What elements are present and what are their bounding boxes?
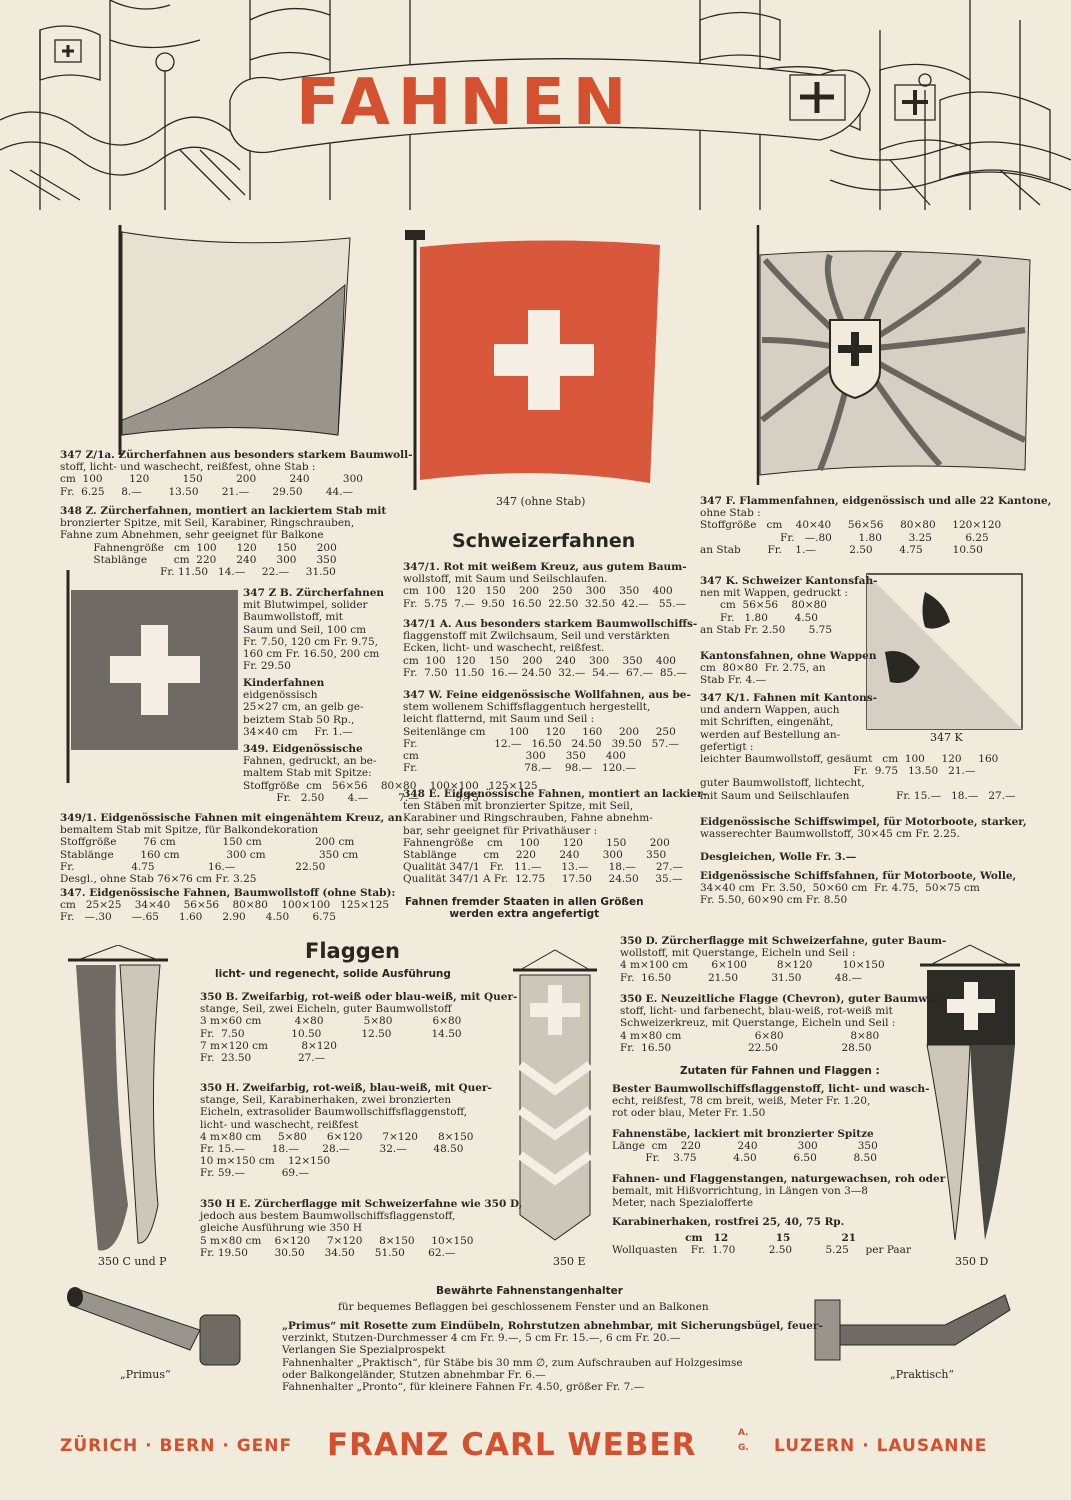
text-line: Ecken, licht- und waschecht, reißfest. bbox=[403, 642, 605, 655]
text-line: 347 Z/1a. Zürcherfahnen aus besonders starkem Baumwoll- bbox=[60, 449, 413, 461]
text-line: Stablänge 160 cm 300 cm 350 cm bbox=[60, 848, 359, 861]
text-line: 350 D. Zürcherflagge mit Schweizerfahne, guter Baum- bbox=[620, 935, 947, 947]
text-line: 7 m×120 cm 8×120 bbox=[200, 1039, 337, 1052]
text-line: 160 cm Fr. 16.50, 200 cm bbox=[243, 648, 380, 661]
text-line: Fr. 4.75 16.— 22.50 bbox=[60, 860, 326, 873]
text-line: Eidgenössische Schiffsfahnen, für Motorboote, Wolle, bbox=[700, 870, 1017, 882]
text-line: Fr. —.80 1.80 3.25 6.25 bbox=[700, 531, 989, 544]
text-line: 347 F. Flammenfahnen, eidgenössisch und alle 22 Kantone, bbox=[700, 495, 1052, 507]
text-line: 347/1. Rot mit weißem Kreuz, aus gutem Baum- bbox=[403, 561, 687, 573]
text-line: Fr. 59.— 69.— bbox=[200, 1167, 309, 1180]
text-line: Qualität 347/1 Fr. 11.— 13.— 18.— 27.— bbox=[403, 861, 684, 874]
text-line: ohne Stab : bbox=[700, 507, 761, 520]
text-line: leicht flatternd, mit Saum und Seil : bbox=[403, 713, 595, 726]
text-line: cm 100 120 150 200 240 300 350 400 bbox=[403, 654, 676, 667]
section-title-flaggen: Flaggen bbox=[305, 939, 400, 963]
text-347zb bbox=[243, 587, 384, 672]
text-halter bbox=[282, 1320, 823, 1393]
text-line: 349/1. Eidgenössische Fahnen mit eingenähtem Kreuz, an bbox=[60, 812, 403, 824]
text-line: Fr. 11.50 14.— 22.— 31.50 bbox=[60, 566, 336, 579]
primus-holder-illustration bbox=[60, 1285, 250, 1375]
text-line: mit Saum und Seilschlaufen Fr. 15.— 18.— 27.— bbox=[700, 789, 1016, 802]
footer-company: FRANZ CARL WEBER bbox=[327, 1427, 697, 1463]
text-line: stoff, licht- und waschecht, reißfest, ohne Stab : bbox=[60, 461, 316, 474]
text-line: bronzierter Spitze, mit Seil, Karabiner, Ringschrauben, bbox=[60, 517, 355, 530]
text-line: 4 m×80 cm 6×80 8×80 bbox=[620, 1029, 880, 1042]
text-line: 350 E. Neuzeitliche Flagge (Chevron), guter Baumwoll- bbox=[620, 993, 947, 1005]
text-line: Schweizerkreuz, mit Querstange, Eicheln und Seil : bbox=[620, 1017, 896, 1030]
text-350d bbox=[620, 935, 946, 984]
text-line: Fr. —.30 —.65 1.60 2.90 4.50 6.75 bbox=[60, 911, 336, 924]
text-line: Fr. 19.50 30.50 34.50 51.50 62.— bbox=[200, 1246, 456, 1259]
text-350he bbox=[200, 1198, 522, 1259]
text-line: 347/1 A. Aus besonders starkem Baumwollschiffs- bbox=[403, 618, 698, 630]
text-line: Fahnen, gedruckt, an be- bbox=[243, 755, 377, 768]
text-fahnenstaebe bbox=[612, 1128, 878, 1165]
text-line: guter Baumwollstoff, lichtecht, bbox=[700, 777, 865, 790]
text-line: Länge cm 220 240 300 350 bbox=[612, 1140, 878, 1153]
text-347k bbox=[700, 575, 877, 636]
caption-347: 347 (ohne Stab) bbox=[496, 495, 586, 508]
caption-primus: „Primus“ bbox=[120, 1368, 171, 1381]
text-line: Fr. 5.50, 60×90 cm Fr. 8.50 bbox=[700, 894, 848, 907]
text-line: Stoffgröße cm 56×56 80×80 100×100 125×125 bbox=[243, 779, 538, 792]
text-348e bbox=[403, 788, 707, 886]
text-line: „Primus“ mit Rosette zum Eindübeln, Rohrstutzen abnehmbar, mit Sicherungsbügel, feuer- bbox=[282, 1320, 823, 1332]
page-title: FAHNEN bbox=[296, 66, 635, 140]
caption-347k: 347 K bbox=[930, 731, 963, 744]
text-line: nen mit Wappen, gedruckt : bbox=[700, 587, 848, 600]
text-line: cm 56×56 80×80 bbox=[700, 599, 827, 612]
text-349-1 bbox=[60, 812, 402, 885]
text-line: 349. Eidgenössische bbox=[243, 743, 363, 755]
text-line: Stablänge cm 220 240 300 350 bbox=[403, 849, 667, 862]
text-schiffswimpel bbox=[700, 816, 1027, 840]
text-line: cm 100 120 150 200 250 300 350 400 bbox=[403, 585, 673, 598]
text-line: Fr. 1.80 4.50 bbox=[700, 611, 818, 624]
text-line: 347 K. Schweizer Kantonsfah- bbox=[700, 575, 878, 587]
text-line: Fahnen fremder Staaten in allen Größen bbox=[405, 896, 644, 908]
text-350e bbox=[620, 993, 947, 1054]
halter-subtitle: für bequemes Beflaggen bei geschlossenem Fenster und an Balkonen bbox=[338, 1301, 709, 1313]
text-line: beiztem Stab 50 Rp., bbox=[243, 713, 355, 726]
praktisch-holder-illustration bbox=[805, 1290, 1015, 1370]
zurich-flag-illustration bbox=[110, 220, 360, 460]
text-line: Fr. 7.50, 120 cm Fr. 9.75, bbox=[243, 635, 378, 648]
text-kantonsfahnen bbox=[700, 650, 876, 687]
text-line: echt, reißfest, 78 cm breit, weiß, Meter Fr. 1.20, bbox=[612, 1095, 871, 1108]
text-line: oder Balkongeländer, Stutzen abnehmbar Fr. 6.— bbox=[282, 1368, 546, 1381]
section-title-schweizerfahnen: Schweizerfahnen bbox=[452, 530, 636, 552]
text-line: cm 100 120 150 200 240 300 bbox=[60, 473, 363, 486]
text-line: Desgleichen, Wolle Fr. 3.— bbox=[700, 851, 857, 863]
flaggen-subtitle: licht- und regenecht, solide Ausführung bbox=[215, 968, 451, 980]
text-347-1 bbox=[403, 561, 687, 610]
text-line: an Stab Fr. 1.— 2.50 4.75 10.50 bbox=[700, 543, 983, 556]
text-line: 350 B. Zweifarbig, rot-weiß oder blau-weiß, mit Quer- bbox=[200, 991, 518, 1003]
text-line: Qualität 347/1 A Fr. 12.75 17.50 24.50 35.— bbox=[403, 873, 683, 886]
text-line: Wollquasten Fr. 1.70 2.50 5.25 per Paar bbox=[612, 1244, 911, 1257]
text-line: wollstoff, mit Saum und Seilschlaufen. bbox=[403, 573, 608, 586]
text-line: Fahnen- und Flaggenstangen, naturgewachsen, roh oder bbox=[612, 1173, 946, 1185]
text-line: 350 H. Zweifarbig, rot-weiß, blau-weiß, mit Quer- bbox=[200, 1082, 492, 1094]
text-347z bbox=[60, 449, 412, 498]
text-line: Karabinerhaken, rostfrei 25, 40, 75 Rp. bbox=[612, 1216, 845, 1228]
text-line: 350 H E. Zürcherflagge mit Schweizerfahne wie 350 D, bbox=[200, 1198, 523, 1210]
text-347 bbox=[60, 887, 395, 924]
text-line: Fahne zum Abnehmen, sehr geeignet für Balkone bbox=[60, 529, 324, 542]
text-line: stem wollenem Schiffsflaggentuch hergestellt, bbox=[403, 701, 651, 714]
text-line: Fahnenstäbe, lackiert mit bronzierter Spitze bbox=[612, 1128, 874, 1140]
caption-350cp: 350 C und P bbox=[98, 1255, 167, 1268]
text-line: 34×40 cm Fr. 1.— bbox=[243, 725, 353, 738]
text-line: 347 Z B. Zürcherfahnen bbox=[243, 587, 385, 599]
text-line: Baumwollstoff, mit bbox=[243, 611, 343, 624]
text-line: Fr. 23.50 27.— bbox=[200, 1052, 326, 1065]
text-line: bemaltem Stab mit Spitze, für Balkondekoration bbox=[60, 824, 319, 837]
text-line: Stab Fr. 4.— bbox=[700, 674, 767, 687]
text-line: 347. Eidgenössische Fahnen, Baumwollstoff (ohne Stab): bbox=[60, 887, 396, 899]
text-line: Desgl., ohne Stab 76×76 cm Fr. 3.25 bbox=[60, 873, 257, 886]
text-line: Stoffgröße cm 40×40 56×56 80×80 120×120 bbox=[700, 519, 1002, 532]
banner-350cp bbox=[58, 945, 178, 1265]
text-line: licht- und waschecht, reißfest bbox=[200, 1118, 359, 1131]
banner-350d bbox=[915, 940, 1025, 1260]
text-line: Fr. 12.— 16.50 24.50 39.50 57.— bbox=[403, 737, 679, 750]
text-line: Fahnengröße cm 100 120 150 200 bbox=[403, 836, 670, 849]
text-347f bbox=[700, 495, 1051, 556]
text-line: Eicheln, extrasolider Baumwollschiffsflaggenstoff, bbox=[200, 1106, 468, 1119]
text-line: eidgenössisch bbox=[243, 689, 318, 702]
text-line: cm 12 15 21 bbox=[612, 1232, 857, 1244]
text-bester-stoff bbox=[612, 1083, 930, 1120]
swiss-square-flag-illustration bbox=[58, 565, 243, 785]
text-line: flaggenstoff mit Zwilchsaum, Seil und verstärkten bbox=[403, 630, 670, 643]
text-line: wollstoff, mit Querstange, Eicheln und Seil : bbox=[620, 947, 856, 960]
text-line: Fr. 16.50 21.50 31.50 48.— bbox=[620, 971, 863, 984]
text-line: stoff, licht- und farbenecht, blau-weiß, rot-weiß mit bbox=[620, 1005, 893, 1018]
text-line: Stoffgröße 76 cm 150 cm 200 cm bbox=[60, 836, 355, 849]
caption-praktisch: „Praktisch“ bbox=[890, 1368, 955, 1381]
text-desgleichen-wolle bbox=[700, 851, 856, 863]
text-line: Stablänge cm 220 240 300 350 bbox=[60, 553, 337, 566]
text-line: cm 300 350 400 bbox=[403, 750, 626, 763]
text-line: mit Blutwimpel, solider bbox=[243, 599, 368, 612]
text-line: Fr. 9.75 13.50 21.— bbox=[700, 765, 976, 778]
text-line: cm 80×80 Fr. 2.75, an bbox=[700, 662, 826, 675]
text-karabinerhaken bbox=[612, 1216, 844, 1228]
text-line: cm 25×25 34×40 56×56 80×80 100×100 125×125 bbox=[60, 899, 390, 912]
swiss-flag-illustration bbox=[400, 225, 665, 495]
text-line: 25×27 cm, an gelb ge- bbox=[243, 701, 364, 714]
text-348z bbox=[60, 505, 386, 578]
text-line: rot oder blau, Meter Fr. 1.50 bbox=[612, 1107, 766, 1120]
text-line: gefertigt : bbox=[700, 740, 754, 753]
text-line: Fr. 16.50 22.50 28.50 bbox=[620, 1041, 872, 1054]
text-line: Karabiner und Ringschrauben, Fahne abnehm- bbox=[403, 812, 653, 825]
text-line: ten Stäben mit bronzierter Spitze, mit Seil, bbox=[403, 800, 634, 813]
text-flaggenstangen bbox=[612, 1173, 945, 1210]
text-347w bbox=[403, 689, 691, 774]
text-wollquasten bbox=[612, 1232, 911, 1256]
text-line: Fr. 15.— 18.— 28.— 32.— 48.50 bbox=[200, 1143, 464, 1156]
text-350b bbox=[200, 991, 517, 1064]
text-line: 348 Z. Zürcherfahnen, montiert an lackiertem Stab mit bbox=[60, 505, 387, 517]
text-line: 5 m×80 cm 6×120 7×120 8×150 10×150 bbox=[200, 1234, 474, 1247]
text-line: werden extra angefertigt bbox=[449, 908, 600, 921]
text-line: Eidgenössische Schiffswimpel, für Motorboote, starker, bbox=[700, 816, 1027, 828]
text-line: Kantonsfahnen, ohne Wappen bbox=[700, 650, 877, 662]
text-line: mit Schriften, eingenäht, bbox=[700, 716, 834, 729]
text-line: stange, Seil, Karabinerhaken, zwei bronzierten bbox=[200, 1094, 452, 1107]
text-line: Fahnenhalter „Praktisch“, für Stäbe bis 30 mm ∅, zum Aufschrauben auf Holzgesimse bbox=[282, 1356, 743, 1369]
footer-cities-left: ZÜRICH · BERN · GENF bbox=[60, 1436, 293, 1456]
caption-350e: 350 E bbox=[553, 1255, 586, 1268]
text-line: 4 m×80 cm 5×80 6×120 7×120 8×150 bbox=[200, 1130, 474, 1143]
text-line: Fr. 7.50 10.50 12.50 14.50 bbox=[200, 1027, 462, 1040]
text-line: Bester Baumwollschiffsflaggenstoff, licht- und wasch- bbox=[612, 1083, 930, 1095]
text-line: Saum und Seil, 100 cm bbox=[243, 623, 367, 636]
text-line: Fr. 3.75 4.50 6.50 8.50 bbox=[612, 1152, 877, 1165]
text-fremde-staaten bbox=[405, 896, 644, 920]
text-line: Verlangen Sie Spezialprospekt bbox=[282, 1344, 445, 1357]
text-line: wasserechter Baumwollstoff, 30×45 cm Fr. 2.25. bbox=[700, 828, 960, 841]
text-line: stange, Seil, zwei Eicheln, guter Baumwollstoff bbox=[200, 1003, 452, 1016]
text-line: 10 m×150 cm 12×150 bbox=[200, 1155, 331, 1168]
text-line: an Stab Fr. 2.50 5.75 bbox=[700, 623, 833, 636]
text-line: Seitenlänge cm 100 120 160 200 250 bbox=[403, 725, 676, 738]
text-line: 3 m×60 cm 4×80 5×80 6×80 bbox=[200, 1015, 462, 1028]
flammenfahne-illustration bbox=[740, 220, 1040, 490]
text-line: und andern Wappen, auch bbox=[700, 704, 840, 717]
text-line: Kinderfahnen bbox=[243, 677, 325, 689]
text-line: 347 K/1. Fahnen mit Kantons- bbox=[700, 692, 877, 704]
text-line: verzinkt, Stutzen-Durchmesser 4 cm Fr. 9.—, 5 cm Fr. 15.—, 6 cm Fr. 20.— bbox=[282, 1332, 681, 1345]
text-line: Fr. 7.50 11.50 16.— 24.50 32.— 54.— 67.— 85.— bbox=[403, 666, 688, 679]
text-line: Fr. 78.— 98.— 120.— bbox=[403, 762, 636, 775]
text-line: gleiche Ausführung wie 350 H bbox=[200, 1222, 363, 1235]
text-line: Fr. 5.75 7.— 9.50 16.50 22.50 32.50 42.— 55.— bbox=[403, 597, 687, 610]
footer-ag-g: G. bbox=[738, 1443, 749, 1453]
text-line: Fahnengröße cm 100 120 150 200 bbox=[60, 541, 337, 554]
text-347k1 bbox=[700, 692, 1016, 802]
text-line: Meter, nach Spezialofferte bbox=[612, 1197, 754, 1210]
zutaten-title: Zutaten für Fahnen und Flaggen : bbox=[680, 1065, 880, 1077]
text-line: jedoch aus bestem Baumwollschiffsflaggenstoff, bbox=[200, 1210, 456, 1223]
text-350h bbox=[200, 1082, 492, 1180]
text-line: 348 E. Eidgenössische Fahnen, montiert an lackier- bbox=[403, 788, 707, 800]
text-line: bar, sehr geeignet für Privathäuser : bbox=[403, 824, 598, 837]
footer-ag-a: A. bbox=[738, 1428, 749, 1438]
text-line: Fr. 6.25 8.— 13.50 21.— 29.50 44.— bbox=[60, 485, 354, 498]
text-line: leichter Baumwollstoff, gesäumt cm 100 120 160 bbox=[700, 753, 999, 766]
text-kinderfahnen bbox=[243, 677, 364, 738]
text-line: 34×40 cm Fr. 3.50, 50×60 cm Fr. 4.75, 50×75 cm bbox=[700, 882, 980, 895]
text-line: bemalt, mit Hißvorrichtung, in Längen von 3—8 bbox=[612, 1185, 868, 1198]
halter-title: Bewährte Fahnenstangenhalter bbox=[436, 1285, 623, 1297]
text-schiffsfahnen bbox=[700, 870, 1016, 907]
text-line: maltem Stab mit Spitze: bbox=[243, 767, 372, 780]
text-line: Fr. 2.50 4.— 7.— 9.75 bbox=[243, 791, 479, 804]
text-347-1a bbox=[403, 618, 697, 679]
caption-350d: 350 D bbox=[955, 1255, 989, 1268]
text-line: Fr. 29.50 bbox=[243, 660, 291, 673]
footer-cities-right: LUZERN · LAUSANNE bbox=[774, 1436, 988, 1456]
text-line: 4 m×100 cm 6×100 8×120 10×150 bbox=[620, 959, 885, 972]
text-line: werden auf Bestellung an- bbox=[700, 728, 841, 741]
text-line: Fahnenhalter „Pronto“, für kleinere Fahnen Fr. 4.50, größer Fr. 7.— bbox=[282, 1381, 645, 1394]
text-line: 347 W. Feine eidgenössische Wollfahnen, aus be- bbox=[403, 689, 691, 701]
